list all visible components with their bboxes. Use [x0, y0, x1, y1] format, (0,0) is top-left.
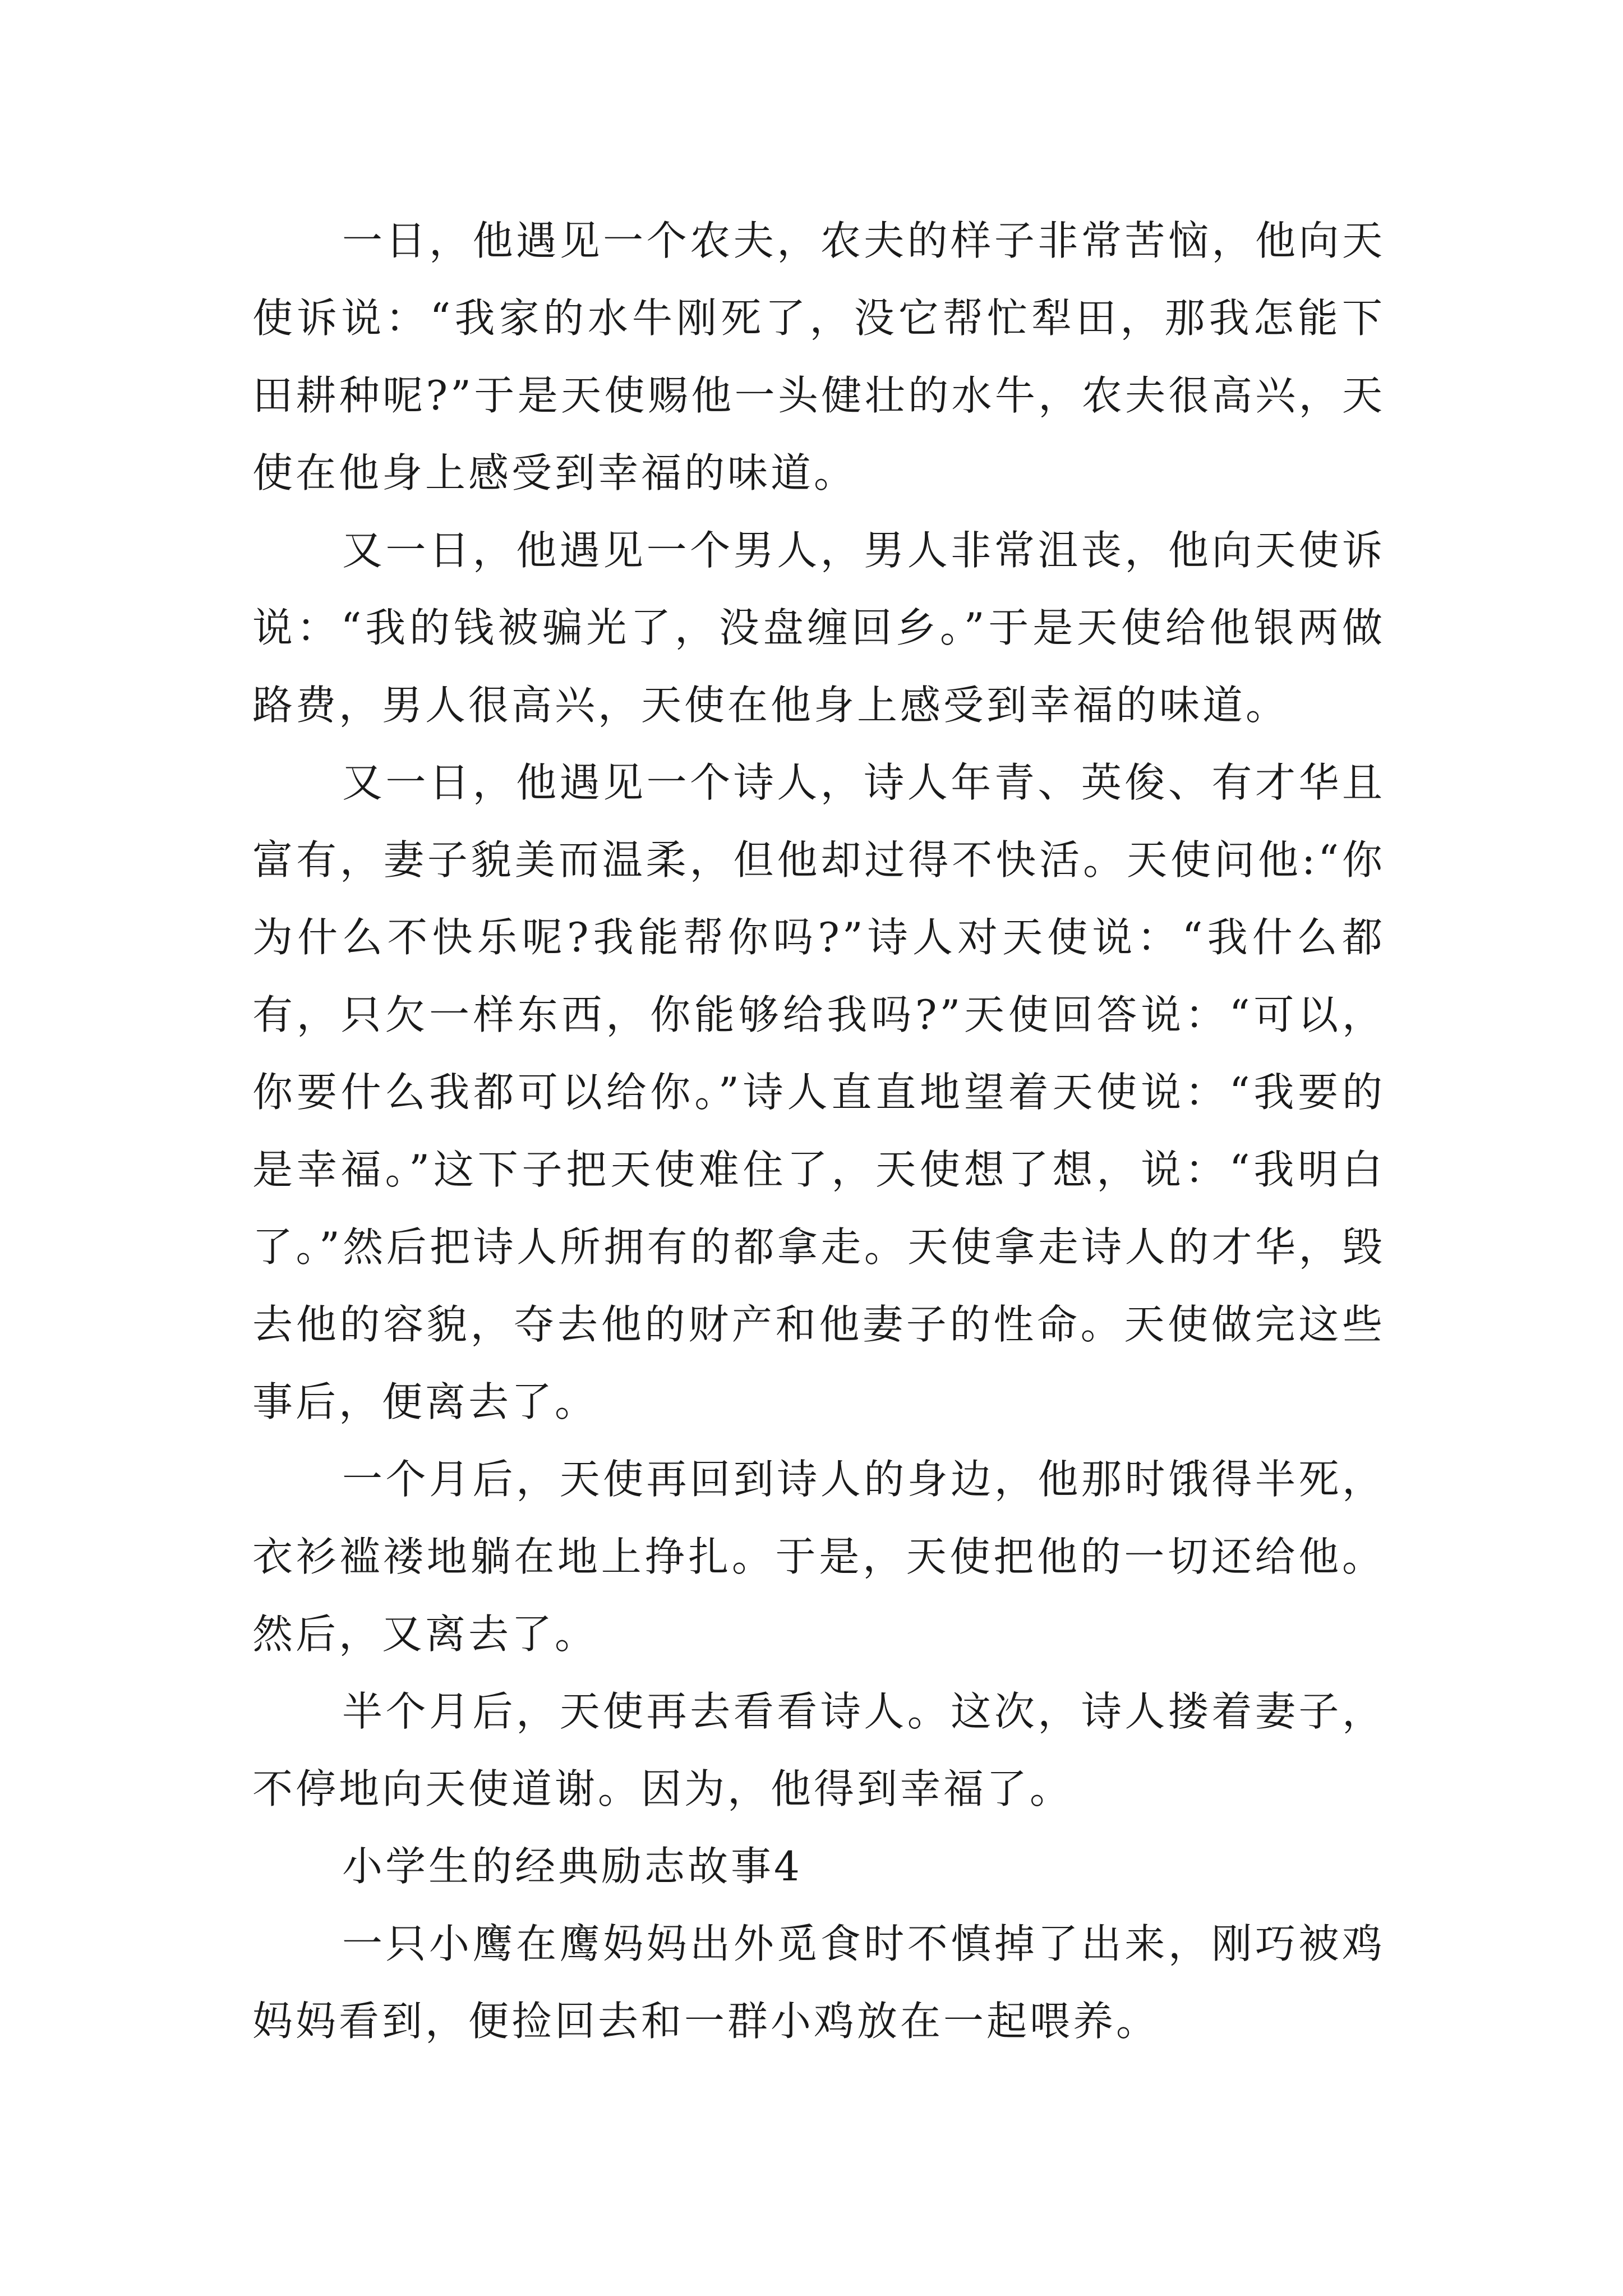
- paragraph-man: 又一日，他遇见一个男人，男人非常沮丧，他向天使诉说：“我的钱被骗光了，没盘缠回乡。”于是天使给他银两做路费，男人很高兴，天使在他身上感受到幸福的味道。: [252, 527, 1385, 729]
- paragraph-poet: 又一日，他遇见一个诗人，诗人年青、英俊、有才华且富有，妻子貌美而温柔，但他却过得不快活。天使问他:“你为什么不快乐呢?我能帮你吗?”诗人对天使说：“我什么都有，只欠一样东西，你能够给我吗?”天使回答说：“可以，你要什么我都可以给你。”诗人直直地望着天使说：“我要的是幸福。”这下子把天使难住了，天使想了想，说：“我明白了。”然后把诗人所拥有的都拿走。天使拿走诗人的才华，毁去他的容貌，夺去他的财产和他妻子的性命。天使做完这些事后，便离去了。: [252, 759, 1385, 1425]
- paragraph-little-eagle: 一只小鹰在鹰妈妈出外觅食时不慎掉了出来，刚巧被鸡妈妈看到，便捡回去和一群小鸡放在一起喂养。: [252, 1920, 1385, 2045]
- document-body: [252, 202, 1385, 2060]
- paragraph-half-month-later: 半个月后，天使再去看看诗人。这次，诗人搂着妻子，不停地向天使道谢。因为，他得到幸福了。: [252, 1688, 1385, 1812]
- paragraph-one-month-later: 一个月后，天使再回到诗人的身边，他那时饿得半死，衣衫褴褛地躺在地上挣扎。于是，天使把他的一切还给他。然后，又离去了。: [252, 1456, 1385, 1658]
- story-heading: 小学生的经典励志故事4: [342, 1843, 803, 1890]
- paragraph-farmer: 一日，他遇见一个农夫，农夫的样子非常苦恼，他向天使诉说：“我家的水牛刚死了，没它帮忙犁田，那我怎能下田耕种呢?”于是天使赐他一头健壮的水牛，农夫很高兴，天使在他身上感受到幸福的味道。: [252, 217, 1385, 496]
